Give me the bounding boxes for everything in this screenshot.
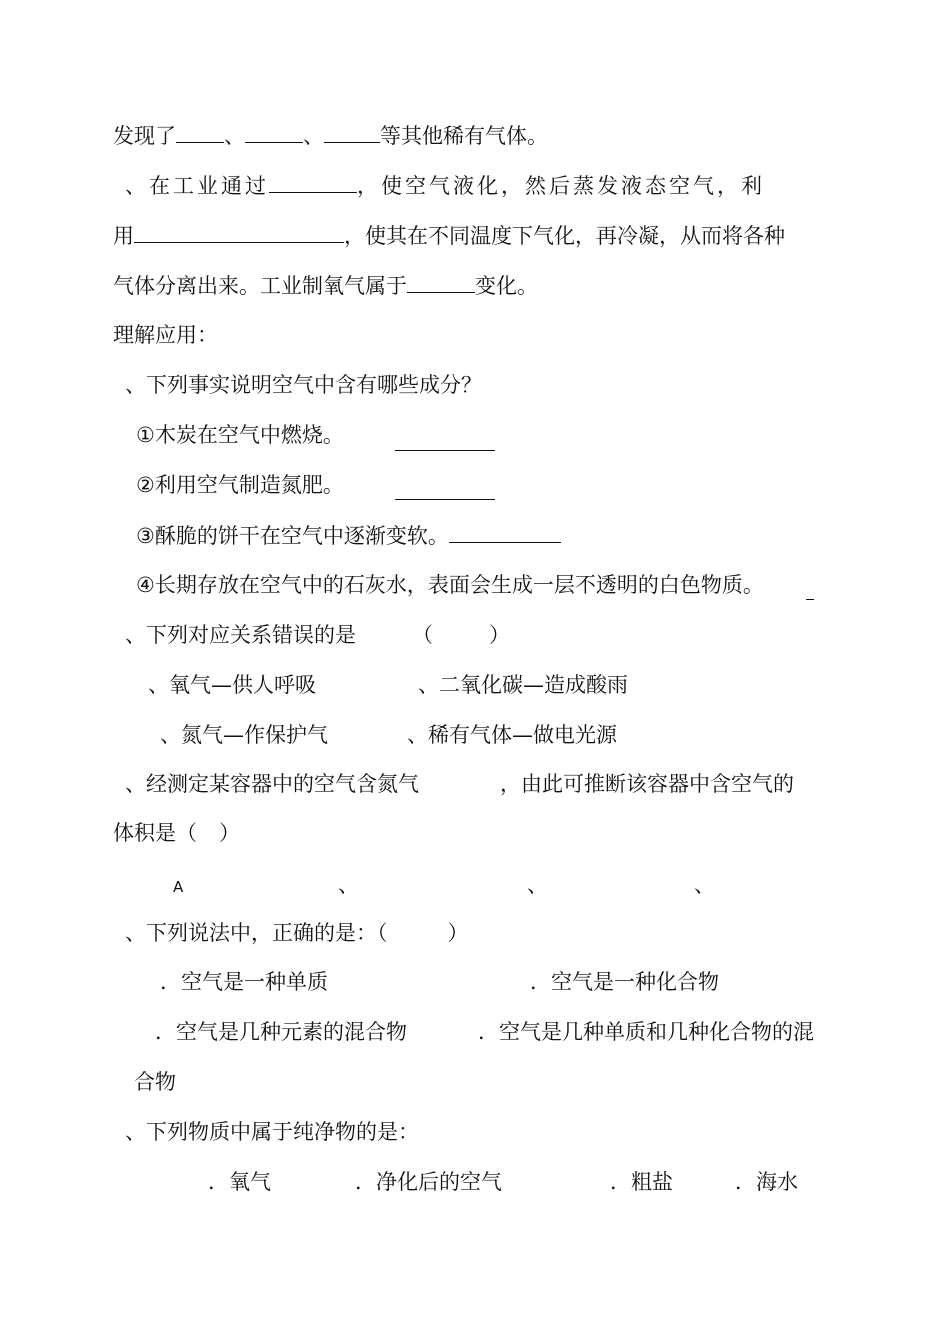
text: 气体分离出来。工业制氧气属于 xyxy=(113,274,407,298)
sub-item-3 xyxy=(136,520,561,551)
option-d-cont xyxy=(134,1067,176,1097)
fill-blank[interactable] xyxy=(449,520,561,543)
text: 合物 xyxy=(134,1070,176,1094)
fill-blank[interactable] xyxy=(324,120,380,143)
question-3 xyxy=(125,769,419,799)
text: 等其他稀有气体。 xyxy=(380,124,548,148)
option-c[interactable] xyxy=(610,1167,673,1197)
option-c[interactable] xyxy=(155,1017,407,1047)
option-row xyxy=(418,670,628,700)
option-text[interactable]: A xyxy=(173,878,184,896)
sub-item-4 xyxy=(136,570,764,600)
sub-item-2 xyxy=(136,470,344,500)
option-a[interactable] xyxy=(208,1167,271,1197)
text-line-rare-gases xyxy=(113,120,548,151)
fill-blank[interactable] xyxy=(269,170,357,193)
text: ） xyxy=(489,623,510,647)
text: ①木炭在空气中燃烧。 xyxy=(136,423,344,447)
option-row xyxy=(148,670,316,700)
option-c[interactable] xyxy=(527,870,548,900)
text-line-industry xyxy=(125,170,765,201)
option-text[interactable]: ．空气是一种单质 xyxy=(160,970,328,994)
question-5 xyxy=(125,1117,419,1147)
text: ④长期存放在空气中的石灰水，表面会生成一层不透明的白色物质。 xyxy=(136,573,764,597)
text: 用 xyxy=(113,224,134,248)
option-text[interactable]: 、 xyxy=(338,873,359,897)
text: 、 xyxy=(224,124,245,148)
question-1 xyxy=(125,370,482,400)
option-d[interactable] xyxy=(735,1167,798,1197)
option-text[interactable]: ．氧气 xyxy=(208,1170,271,1194)
text: 、下列物质中属于纯净物的是： xyxy=(125,1120,419,1144)
text: ，使其在不同温度下气化，再冷凝，从而将各种 xyxy=(344,224,785,248)
option-a[interactable] xyxy=(160,967,328,997)
section-heading xyxy=(113,320,218,350)
text: ，由此可推断该容器中含空气的 xyxy=(500,772,794,796)
fill-blank[interactable] xyxy=(395,428,495,451)
fill-blank[interactable] xyxy=(176,120,224,143)
text: 变化。 xyxy=(475,274,538,298)
text: ②利用空气制造氮肥。 xyxy=(136,473,344,497)
option-row xyxy=(407,720,617,750)
text: 、下列事实说明空气中含有哪些成分？ xyxy=(125,373,482,397)
option-text[interactable]: ．空气是几种单质和几种化合物的混 xyxy=(478,1020,814,1044)
text: （ xyxy=(412,623,433,647)
text: 、下列说法中，正确的是：（ xyxy=(125,921,388,945)
option-text[interactable]: 、氮气—作保护气 xyxy=(160,723,328,747)
option-text[interactable]: ．海水 xyxy=(735,1170,798,1194)
text: 、在工业通过 xyxy=(125,174,269,198)
text: 、 xyxy=(303,124,324,148)
option-d[interactable] xyxy=(478,1017,814,1047)
option-text[interactable]: ．粗盐 xyxy=(610,1170,673,1194)
option-text[interactable]: ．空气是一种化合物 xyxy=(530,970,719,994)
fill-blank[interactable] xyxy=(245,120,303,143)
fill-blank[interactable] xyxy=(134,220,344,243)
text: 理解应用： xyxy=(113,323,218,347)
question-4 xyxy=(125,918,469,948)
text: 体积是（ xyxy=(113,821,197,845)
option-b[interactable] xyxy=(530,967,719,997)
text: ） xyxy=(219,821,240,845)
option-row xyxy=(160,720,328,750)
text: 、经测定某容器中的空气含氮气 xyxy=(125,772,419,796)
question-3-line2 xyxy=(113,818,240,848)
fill-blank[interactable] xyxy=(806,577,814,600)
text-line-change xyxy=(113,270,538,301)
text: 发现了 xyxy=(113,124,176,148)
text: ③酥脆的饼干在空气中逐渐变软。 xyxy=(136,524,449,548)
sub-item-1 xyxy=(136,420,344,450)
text-line-use xyxy=(113,220,785,251)
text: ） xyxy=(447,921,469,945)
option-b[interactable] xyxy=(355,1167,502,1197)
option-text[interactable]: 、 xyxy=(694,873,715,897)
fill-blank[interactable] xyxy=(407,270,475,293)
option-text[interactable]: 、氧气—供人呼吸 xyxy=(148,673,316,697)
option-text[interactable]: 、 xyxy=(527,873,548,897)
question-2 xyxy=(125,620,510,650)
option-text[interactable]: ．净化后的空气 xyxy=(355,1170,502,1194)
text: 、下列对应关系错误的是 xyxy=(125,623,356,647)
text: ，使空气液化，然后蒸发液态空气，利 xyxy=(357,174,765,198)
option-text[interactable]: 、二氧化碳—造成酸雨 xyxy=(418,673,628,697)
option-text[interactable]: 、稀有气体—做电光源 xyxy=(407,723,617,747)
option-b[interactable] xyxy=(338,870,359,900)
option-text[interactable]: ．空气是几种元素的混合物 xyxy=(155,1020,407,1044)
option-d[interactable] xyxy=(694,870,715,900)
fill-blank[interactable] xyxy=(395,477,495,500)
question-3-cont xyxy=(500,769,794,799)
option-a[interactable] xyxy=(173,872,183,902)
